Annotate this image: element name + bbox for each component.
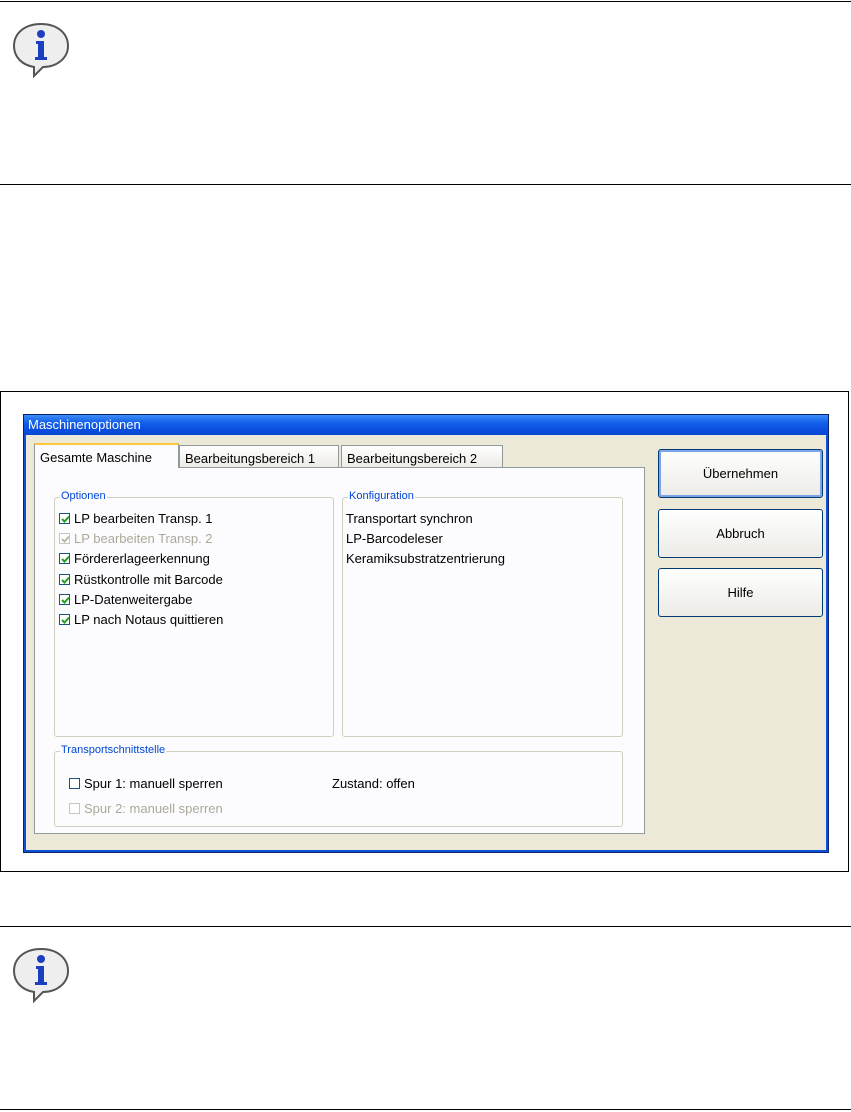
checkmark-icon: [60, 554, 71, 565]
button-label: Abbruch: [716, 526, 765, 541]
option-lp-bearbeiten-transp-1[interactable]: [59, 511, 213, 529]
checkbox[interactable]: [59, 553, 70, 564]
checkbox-label: Spur 2: manuell sperren: [84, 801, 223, 816]
group-label: Transportschnittstelle: [61, 744, 166, 756]
apply-button[interactable]: [658, 449, 823, 498]
cancel-button[interactable]: [658, 509, 823, 558]
checkbox-label: Rüstkontrolle mit Barcode: [74, 572, 223, 587]
option-lp-bearbeiten-transp-2[interactable]: [59, 531, 213, 549]
checkbox-label: Spur 1: manuell sperren: [84, 776, 223, 791]
separator-line: [0, 1109, 851, 1110]
checkbox[interactable]: [59, 614, 70, 625]
checkbox-label: LP bearbeiten Transp. 1: [74, 511, 213, 526]
tab-panel: [34, 467, 645, 834]
tab-bearbeitungsbereich-1[interactable]: [179, 445, 339, 467]
info-icon: [10, 20, 72, 80]
checkbox-label: LP bearbeiten Transp. 2: [74, 531, 213, 546]
tab-label: Gesamte Maschine: [40, 450, 152, 465]
option-foerdererlageerkennung[interactable]: [59, 551, 210, 569]
checkbox[interactable]: [69, 778, 80, 789]
checkbox[interactable]: [59, 574, 70, 585]
lane-1-lock-checkbox[interactable]: [69, 776, 223, 794]
checkbox-label: LP-Datenweitergabe: [74, 592, 193, 607]
checkmark-icon: [60, 514, 71, 525]
option-ruestkontrolle-barcode[interactable]: [59, 572, 223, 590]
checkmark-icon: [60, 595, 71, 606]
separator-line: [0, 184, 851, 185]
group-label: Optionen: [61, 490, 106, 502]
help-button[interactable]: [658, 568, 823, 617]
checkmark-icon: [60, 615, 71, 626]
transport-status: Zustand: offen: [332, 776, 415, 791]
separator-line: [0, 926, 851, 927]
checkbox[interactable]: [59, 594, 70, 605]
button-label: Übernehmen: [702, 466, 779, 481]
lane-2-lock-checkbox[interactable]: [69, 801, 223, 819]
checkbox[interactable]: [59, 513, 70, 524]
option-lp-nach-notaus-quittieren[interactable]: [59, 612, 223, 630]
config-item: Transportart synchron: [346, 511, 473, 526]
group-label: Konfiguration: [349, 490, 414, 502]
checkbox-label: Fördererlageerkennung: [74, 551, 210, 566]
dialog-window: [23, 414, 829, 853]
button-label: Hilfe: [727, 585, 754, 600]
option-lp-datenweitergabe[interactable]: [59, 592, 193, 610]
checkmark-icon: [60, 575, 71, 586]
info-icon: [10, 945, 72, 1005]
config-item: Keramiksubstratzentrierung: [346, 551, 505, 566]
separator-line: [0, 1, 851, 2]
transport-interface-group: [54, 744, 623, 827]
tab-bearbeitungsbereich-2[interactable]: [341, 445, 503, 467]
title-bar[interactable]: [24, 415, 828, 435]
checkmark-icon: [60, 534, 71, 545]
options-group: [54, 490, 334, 737]
window-title: Maschinenoptionen: [28, 417, 141, 432]
checkbox[interactable]: [59, 533, 70, 544]
dialog-client-area: [26, 435, 826, 850]
tab-label: Bearbeitungsbereich 2: [347, 451, 478, 466]
tab-label: Bearbeitungsbereich 1: [185, 451, 316, 466]
config-item: LP-Barcodeleser: [346, 531, 443, 546]
configuration-group: [342, 490, 623, 737]
checkbox-label: LP nach Notaus quittieren: [74, 612, 224, 627]
checkbox[interactable]: [69, 803, 80, 814]
tab-gesamte-maschine[interactable]: [34, 443, 179, 468]
